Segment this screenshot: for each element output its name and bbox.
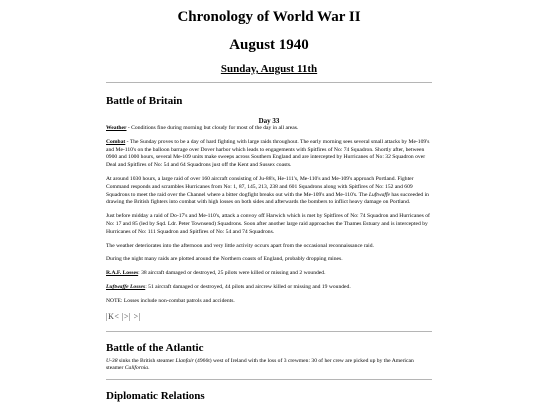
afternoon-paragraph: The weather deteriorates into the afternoon and very little activity occurs apart from the occasional reconnaissance raid.	[106, 242, 374, 249]
atlantic-text-continued: (4966t) west of Ireland with the loss of 3 crewmen: 30 of her crew are picked up by the American steamer	[106, 357, 414, 372]
night-paragraph: During the night many raids are plotted around the Northern coasts of England, probably dropping mines.	[106, 256, 343, 263]
raf-losses-label: R.A.F. Losses	[106, 270, 139, 277]
luftwaffe-losses-paragraph	[106, 284, 432, 292]
divider	[106, 331, 432, 332]
raf-losses-text: : 38 aircraft damaged or destroyed, 25 pilots were killed or missing and 2 wounded.	[138, 270, 326, 277]
atlantic-text: sinks the British steamer	[117, 357, 176, 364]
section-heading-battle-of-britain: Battle of Britain	[106, 95, 183, 107]
portland-raid-text-end: has succeeded in drawing the British fighters into combat with high losses on both sides and afterwards the bombers to inflict heavy damage on Portland.	[106, 191, 429, 206]
harwich-raid-paragraph: Just before midday a raid of Do-17's and Me-110's, attack a convoy off Harwich which is met by Spitfires of No: 74 Squadron and Hurricanes of No: 17 and 85 (led by Sqd. Ldr. Peter Townsend) Squadrons. Soon after another large raid approaches the Thames Estuary and is intercepted by Hurricanes of No: 111 Squadron and Spitfires of No: 54 and 74 Squadrons.	[106, 213, 430, 235]
portland-raid-paragraph	[106, 176, 432, 207]
rescue-ship-name: California	[124, 365, 149, 372]
page-title: Chronology of World War II	[177, 9, 361, 25]
raf-losses-paragraph	[106, 270, 432, 278]
month-heading: August 1940	[229, 37, 309, 53]
divider	[106, 82, 432, 83]
section-heading-battle-of-atlantic: Battle of the Atlantic	[106, 341, 204, 354]
weather-label: Weather	[106, 125, 127, 131]
luftwaffe-italic: Luftwaffe	[368, 191, 390, 198]
portland-raid-text: At around 1030 hours, a large raid of over 160 aircraft consisting of Ju-88's, He-111's, Me-110's and Me-109's approach Portland. Fighter Command responds and scrambles Hurricanes from No: 1, 87, 145, 213, 238 and 601 Squadrons along with Spitfires of No: 152 and 609 Squadrons to meet the raid over the Channel where a bitter dogfight breaks out with the Me-109's and Me-110's. The	[106, 175, 414, 198]
combat-text: - The Sunday proves to be a day of hard fighting with large raids throughout. The early morning sees several small attacks by Me-109's and Me-110's on the balloon barrage over Dover harbor which leads to engagements with Spitfires of No: 74 Squadron. Shortly after, between 0900 and 1000 hours, several Me-109 units make sweeps across Southern England and are intercepted by Hurricanes of No: 32 Squadron over Deal and Spitfires of No: 54 and 64 Squadrons just off the Kent and Sussex coasts.	[106, 138, 430, 169]
atlantic-text-end: .	[148, 365, 150, 372]
weather-text: - Conditions fine during morning but cloudy for most of the day in all areas.	[126, 125, 299, 131]
day-label: Day 33	[258, 117, 280, 125]
combat-label: Combat	[106, 138, 126, 145]
u-boat-name: U-38	[106, 357, 118, 364]
ship-name: Llanfair	[175, 357, 194, 364]
atlantic-paragraph	[106, 358, 432, 374]
luftwaffe-losses-text: : 51 aircraft damaged or destroyed, 44 pilots and aircrew killed or missing and 19 wounded.	[145, 283, 351, 290]
divider	[106, 379, 432, 380]
combat-paragraph	[106, 139, 432, 170]
section-heading-next: Diplomatic Relations	[106, 390, 205, 403]
note-paragraph: NOTE: Losses include non-combat patrols and accidents.	[106, 297, 235, 304]
nav-links[interactable]: |K< |>| >|	[106, 311, 141, 321]
day-navigation[interactable]	[106, 312, 432, 322]
luftwaffe-losses-label: Luftwaffe Losses	[106, 283, 146, 290]
date-heading: Sunday, August 11th	[220, 63, 318, 75]
weather-paragraph	[106, 125, 432, 133]
